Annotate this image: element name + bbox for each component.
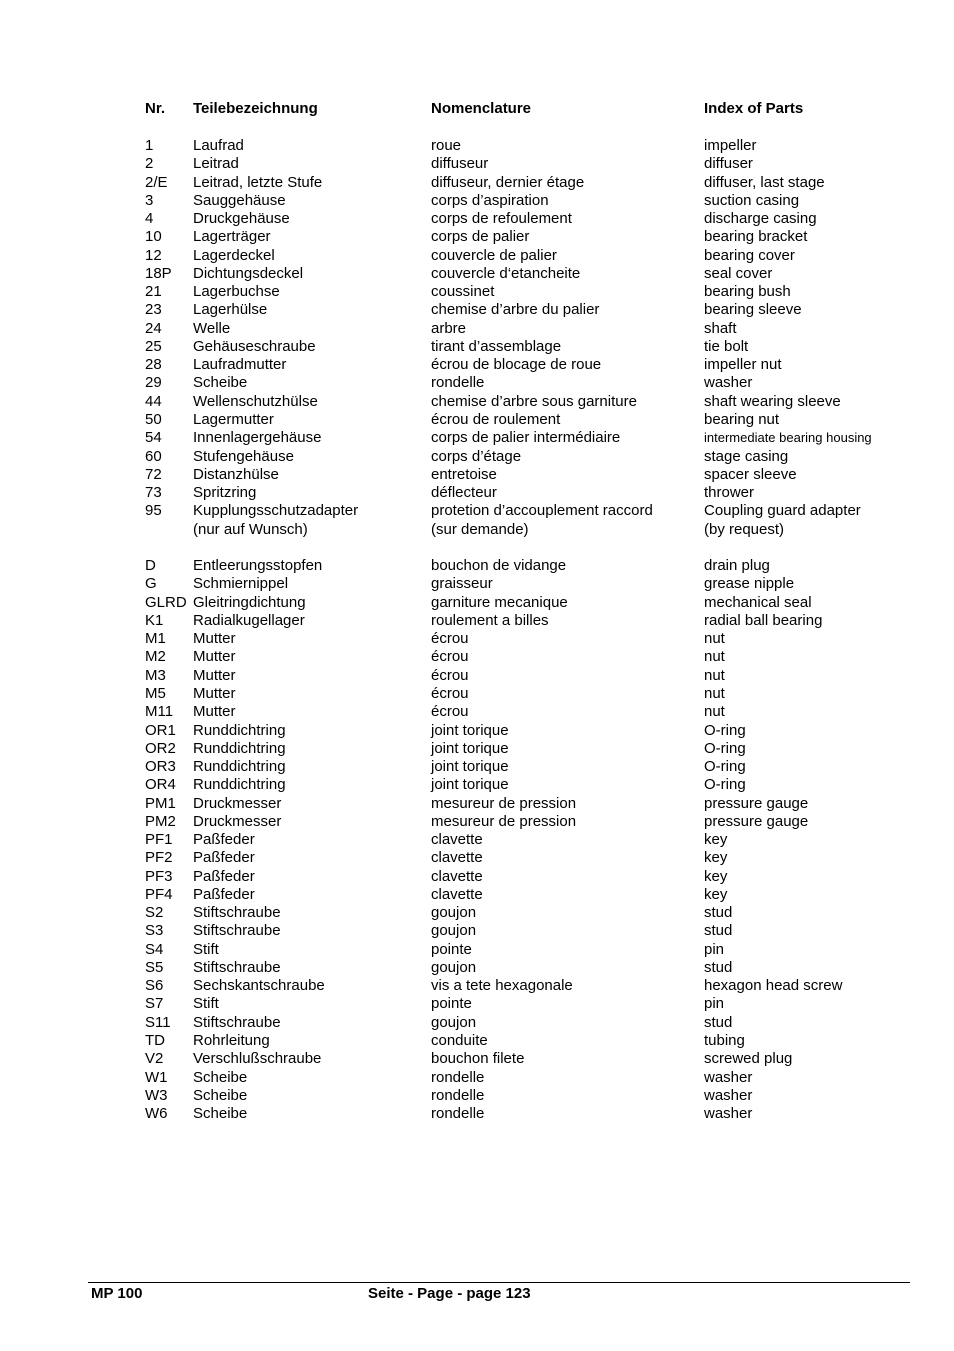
parts-row: [0, 831, 954, 849]
part-number: 24: [145, 319, 162, 337]
german-name: Leitrad, letzte Stufe: [193, 173, 323, 191]
parts-row: [0, 703, 954, 721]
english-name: bearing cover: [704, 246, 795, 264]
parts-row: [0, 247, 954, 265]
parts-row: [0, 868, 954, 886]
german-name: Runddichtring: [193, 721, 286, 739]
part-number: 54: [145, 429, 162, 447]
english-name: nut: [704, 630, 725, 648]
german-name: Lagerhülse: [193, 301, 268, 319]
german-name: Innenlagergehäuse: [193, 429, 322, 447]
german-name: Lagerträger: [193, 228, 271, 246]
parts-row: [0, 630, 954, 648]
footer-page-number: Seite - Page - page 123: [368, 1285, 531, 1302]
french-name: coussinet: [431, 283, 495, 301]
german-name: Paßfeder: [193, 867, 255, 885]
part-number: PF4: [145, 885, 173, 903]
english-name: stud: [704, 904, 733, 922]
part-number: 2/E: [145, 173, 168, 191]
french-name: rondelle: [431, 374, 485, 392]
part-number: 73: [145, 484, 162, 502]
parts-row: [0, 667, 954, 685]
parts-row: [0, 795, 954, 813]
french-name: goujon: [431, 958, 477, 976]
part-number: W6: [145, 1105, 168, 1123]
parts-row: [0, 941, 954, 959]
german-name: Druckmesser: [193, 794, 282, 812]
german-name: Druckgehäuse: [193, 210, 290, 228]
parts-row: [0, 466, 954, 484]
english-name: nut: [704, 703, 725, 721]
german-name: Scheibe: [193, 1105, 248, 1123]
english-name: washer: [704, 1068, 753, 1086]
part-number: M1: [145, 630, 166, 648]
french-name: joint torique: [431, 758, 509, 776]
french-name: rondelle: [431, 1086, 485, 1104]
part-number: PM1: [145, 794, 176, 812]
german-name: Scheibe: [193, 374, 248, 392]
english-name: O-ring: [704, 776, 746, 794]
french-name: chemise d’arbre sous garniture: [431, 392, 637, 410]
part-number: OR1: [145, 721, 176, 739]
footer-model: MP 100: [91, 1285, 143, 1302]
english-name: stud: [704, 1013, 733, 1031]
header-nomenclature: Nomenclature: [431, 100, 532, 117]
french-name: joint torique: [431, 739, 509, 757]
english-name: stage casing: [704, 447, 789, 465]
german-name: Lagerdeckel: [193, 246, 275, 264]
english-name: stud: [704, 958, 733, 976]
part-number: 60: [145, 447, 162, 465]
english-name: nut: [704, 684, 725, 702]
parts-row: [0, 776, 954, 794]
part-number: S5: [145, 958, 164, 976]
english-name: pin: [704, 995, 725, 1013]
header-index-of-parts: Index of Parts: [704, 100, 804, 117]
parts-row: [0, 685, 954, 703]
part-number: 23: [145, 301, 162, 319]
german-name: Mutter: [193, 648, 236, 666]
english-name: tubing: [704, 1032, 745, 1050]
french-name: rondelle: [431, 1068, 485, 1086]
part-number: M11: [145, 703, 174, 721]
french-name: pointe: [431, 940, 472, 958]
parts-row: [0, 612, 954, 630]
parts-row: [0, 740, 954, 758]
french-name: couvercle d‘etancheite: [431, 264, 581, 282]
french-name: écrou: [431, 630, 469, 648]
german-name: Lagermutter: [193, 410, 274, 428]
part-number: PF1: [145, 831, 173, 849]
french-name: mesureur de pression: [431, 812, 577, 830]
french-name: écrou: [431, 666, 469, 684]
german-name: Runddichtring: [193, 776, 286, 794]
part-number: S6: [145, 977, 164, 995]
header-nr: Nr.: [145, 100, 166, 117]
french-name: rondelle: [431, 1105, 485, 1123]
part-number: S4: [145, 940, 164, 958]
english-name: key: [704, 885, 728, 903]
english-name: O-ring: [704, 758, 746, 776]
part-number: 2: [145, 155, 154, 173]
parts-row: [0, 959, 954, 977]
german-name: Paßfeder: [193, 831, 255, 849]
english-name: intermediate bearing housing: [704, 430, 872, 446]
parts-row: [0, 484, 954, 502]
parts-row: [0, 886, 954, 904]
parts-row: [0, 557, 954, 575]
english-name: mechanical seal: [704, 593, 812, 611]
german-name: Sechskantschraube: [193, 977, 325, 995]
english-name: discharge casing: [704, 210, 817, 228]
french-name: entretoise: [431, 465, 497, 483]
english-name: hexagon head screw: [704, 977, 843, 995]
german-name: Stift: [193, 995, 219, 1013]
parts-row: [0, 502, 954, 520]
french-name: roue: [431, 137, 462, 154]
parts-row: [0, 429, 954, 447]
german-name: Welle: [193, 319, 231, 337]
part-number: 1: [145, 137, 154, 154]
parts-row: [0, 374, 954, 392]
part-number: 95: [145, 502, 162, 520]
english-name: screwed plug: [704, 1050, 793, 1068]
parts-row: [0, 1069, 954, 1087]
part-number: G: [145, 575, 157, 593]
french-name: corps de palier: [431, 228, 530, 246]
part-number: PF2: [145, 849, 173, 867]
french-name: clavette: [431, 885, 483, 903]
french-name: vis a tete hexagonale: [431, 977, 573, 995]
german-name: Scheibe: [193, 1086, 248, 1104]
french-name: clavette: [431, 849, 483, 867]
german-name: Spritzring: [193, 484, 257, 502]
parts-row: [0, 137, 954, 155]
part-number: TD: [145, 1032, 165, 1050]
german-name: Gleitringdichtung: [193, 593, 306, 611]
part-number: 44: [145, 392, 162, 410]
part-number: S3: [145, 922, 164, 940]
english-name: diffuser, last stage: [704, 173, 825, 191]
english-name: grease nipple: [704, 575, 795, 593]
english-name: O-ring: [704, 721, 746, 739]
part-number: 12: [145, 246, 162, 264]
header-teilebezeichnung: Teilebezeichnung: [193, 100, 318, 117]
parts-list: [0, 137, 954, 1123]
english-name: bearing bush: [704, 283, 791, 301]
english-name: thrower: [704, 484, 755, 502]
english-name: O-ring: [704, 739, 746, 757]
part-number: 10: [145, 228, 162, 246]
german-name: Mutter: [193, 703, 236, 721]
french-name: roulement a billes: [431, 611, 549, 629]
parts-row: [0, 356, 954, 374]
french-name: chemise d’arbre du palier: [431, 301, 600, 319]
part-number: 29: [145, 374, 162, 392]
french-name: corps de palier intermédiaire: [431, 429, 621, 447]
parts-row: [0, 758, 954, 776]
german-name: Mutter: [193, 684, 236, 702]
french-name: (sur demande): [431, 520, 529, 538]
part-number: 28: [145, 356, 162, 374]
parts-row: [0, 977, 954, 995]
english-name: stud: [704, 922, 733, 940]
english-name: shaft: [704, 319, 737, 337]
parts-row: [0, 448, 954, 466]
french-name: goujon: [431, 1013, 477, 1031]
french-name: corps de refoulement: [431, 210, 572, 228]
english-name: bearing bracket: [704, 228, 808, 246]
parts-row: [0, 1014, 954, 1032]
german-name: Druckmesser: [193, 812, 282, 830]
parts-row: [0, 411, 954, 429]
parts-row: [0, 594, 954, 612]
part-number: S11: [145, 1013, 171, 1031]
french-name: écrou: [431, 684, 469, 702]
german-name: Stiftschraube: [193, 904, 281, 922]
parts-row: [0, 1050, 954, 1068]
parts-row: [0, 1087, 954, 1105]
german-name: Gehäuseschraube: [193, 337, 316, 355]
french-name: garniture mecanique: [431, 593, 568, 611]
english-name: seal cover: [704, 264, 773, 282]
french-name: couvercle de palier: [431, 246, 557, 264]
german-name: Dichtungsdeckel: [193, 264, 304, 282]
part-number: K1: [145, 611, 164, 629]
german-name: Schmiernippel: [193, 575, 289, 593]
german-name: (nur auf Wunsch): [193, 520, 308, 538]
english-name: Coupling guard adapter: [704, 502, 861, 520]
german-name: Kupplungsschutzadapter: [193, 502, 359, 520]
german-name: Sauggehäuse: [193, 191, 286, 209]
german-name: Laufradmutter: [193, 356, 287, 374]
french-name: déflecteur: [431, 484, 497, 502]
section-gap: [0, 539, 954, 557]
part-number: OR3: [145, 758, 176, 776]
german-name: Distanzhülse: [193, 465, 279, 483]
french-name: joint torique: [431, 721, 509, 739]
part-number: OR4: [145, 776, 176, 794]
german-name: Entleerungsstopfen: [193, 557, 323, 575]
french-name: goujon: [431, 922, 477, 940]
english-name: pressure gauge: [704, 794, 809, 812]
french-name: écrou de blocage de roue: [431, 356, 602, 374]
german-name: Mutter: [193, 666, 236, 684]
english-name: washer: [704, 1105, 753, 1123]
english-name: pin: [704, 940, 725, 958]
english-name: nut: [704, 648, 725, 666]
part-number: M5: [145, 684, 166, 702]
english-name: radial ball bearing: [704, 611, 823, 629]
german-name: Verschlußschraube: [193, 1050, 322, 1068]
part-number: 25: [145, 337, 162, 355]
parts-row: [0, 301, 954, 319]
english-name: impeller nut: [704, 356, 782, 374]
french-name: clavette: [431, 867, 483, 885]
french-name: bouchon de vidange: [431, 557, 567, 575]
english-name: suction casing: [704, 191, 800, 209]
part-number: W1: [145, 1068, 168, 1086]
german-name: Mutter: [193, 630, 236, 648]
parts-row: [0, 521, 954, 539]
english-name: key: [704, 867, 728, 885]
german-name: Stiftschraube: [193, 1013, 281, 1031]
german-name: Laufrad: [193, 137, 244, 154]
french-name: écrou de roulement: [431, 410, 561, 428]
english-name: pressure gauge: [704, 812, 809, 830]
french-name: conduite: [431, 1032, 488, 1050]
english-name: shaft wearing sleeve: [704, 392, 841, 410]
german-name: Runddichtring: [193, 758, 286, 776]
english-name: (by request): [704, 520, 785, 538]
english-name: spacer sleeve: [704, 465, 797, 483]
parts-row: [0, 1032, 954, 1050]
french-name: arbre: [431, 319, 467, 337]
parts-row: [0, 338, 954, 356]
english-name: nut: [704, 666, 725, 684]
french-name: corps d’étage: [431, 447, 522, 465]
english-name: key: [704, 849, 728, 867]
footer-divider: [88, 1282, 910, 1283]
german-name: Runddichtring: [193, 739, 286, 757]
french-name: bouchon filete: [431, 1050, 525, 1068]
french-name: diffuseur: [431, 155, 489, 173]
german-name: Stiftschraube: [193, 922, 281, 940]
german-name: Stiftschraube: [193, 958, 281, 976]
part-number: D: [145, 557, 156, 575]
french-name: écrou: [431, 648, 469, 666]
french-name: joint torique: [431, 776, 509, 794]
german-name: Stufengehäuse: [193, 447, 294, 465]
parts-row: [0, 320, 954, 338]
parts-row: [0, 922, 954, 940]
english-name: tie bolt: [704, 337, 749, 355]
parts-row: [0, 265, 954, 283]
english-name: key: [704, 831, 728, 849]
german-name: Paßfeder: [193, 885, 255, 903]
parts-row: [0, 174, 954, 192]
german-name: Wellenschutzhülse: [193, 392, 318, 410]
parts-row: [0, 192, 954, 210]
french-name: protetion d’accouplement raccord: [431, 502, 653, 520]
part-number: 18P: [145, 264, 172, 282]
german-name: Scheibe: [193, 1068, 248, 1086]
german-name: Lagerbuchse: [193, 283, 280, 301]
parts-row: [0, 904, 954, 922]
part-number: M3: [145, 666, 166, 684]
german-name: Leitrad: [193, 155, 239, 173]
parts-row: [0, 1105, 954, 1123]
german-name: Stift: [193, 940, 219, 958]
parts-row: [0, 155, 954, 173]
french-name: goujon: [431, 904, 477, 922]
french-name: écrou: [431, 703, 469, 721]
part-number: PM2: [145, 812, 176, 830]
part-number: 72: [145, 465, 162, 483]
parts-row: [0, 210, 954, 228]
parts-row: [0, 283, 954, 301]
english-name: drain plug: [704, 557, 770, 575]
german-name: Paßfeder: [193, 849, 255, 867]
part-number: 21: [145, 283, 162, 301]
part-number: GLRD: [145, 593, 187, 611]
part-number: M2: [145, 648, 166, 666]
french-name: mesureur de pression: [431, 794, 577, 812]
parts-row: [0, 228, 954, 246]
part-number: W3: [145, 1086, 168, 1104]
part-number: V2: [145, 1050, 164, 1068]
english-name: bearing sleeve: [704, 301, 802, 319]
parts-row: [0, 722, 954, 740]
part-number: OR2: [145, 739, 176, 757]
french-name: tirant d’assemblage: [431, 337, 562, 355]
parts-row: [0, 393, 954, 411]
french-name: pointe: [431, 995, 472, 1013]
parts-row: [0, 648, 954, 666]
english-name: washer: [704, 1086, 753, 1104]
english-name: washer: [704, 374, 753, 392]
french-name: corps d’aspiration: [431, 191, 549, 209]
parts-row: [0, 575, 954, 593]
german-name: Radialkugellager: [193, 611, 305, 629]
part-number: S7: [145, 995, 164, 1013]
parts-row: [0, 813, 954, 831]
part-number: 4: [145, 210, 154, 228]
french-name: graisseur: [431, 575, 493, 593]
part-number: S2: [145, 904, 164, 922]
parts-row: [0, 849, 954, 867]
french-name: diffuseur, dernier étage: [431, 173, 585, 191]
english-name: impeller: [704, 137, 757, 154]
french-name: clavette: [431, 831, 483, 849]
part-number: 50: [145, 410, 162, 428]
english-name: bearing nut: [704, 410, 780, 428]
part-number: PF3: [145, 867, 173, 885]
german-name: Rohrleitung: [193, 1032, 270, 1050]
english-name: diffuser: [704, 155, 753, 173]
parts-row: [0, 995, 954, 1013]
part-number: 3: [145, 191, 154, 209]
